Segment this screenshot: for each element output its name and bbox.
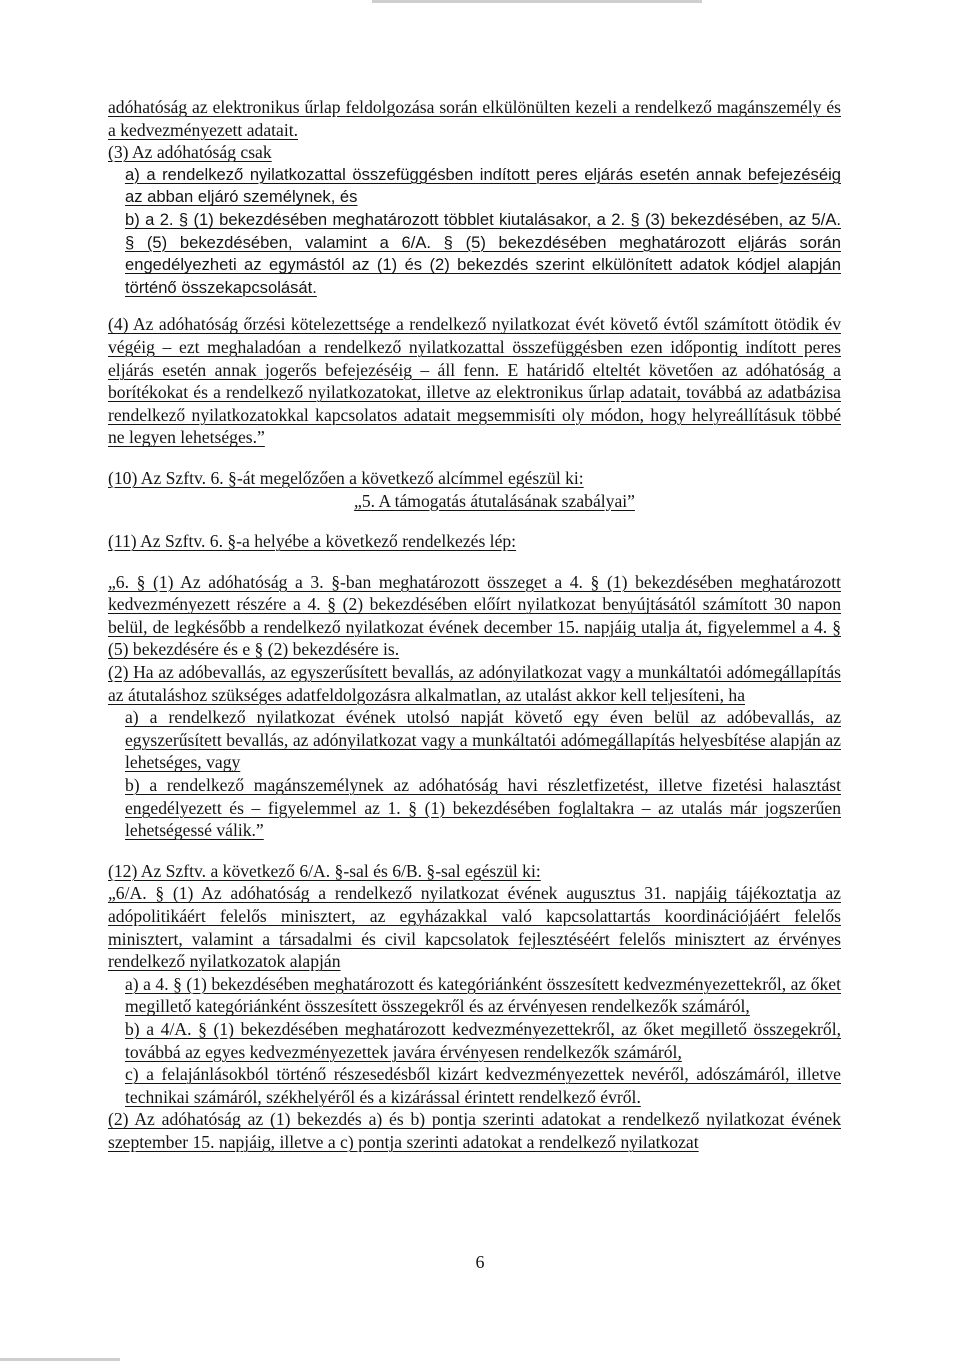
document-body <box>108 96 841 1154</box>
paragraph-4: (4) Az adóhatóság őrzési kötelezettsége a rendelkező nyilatkozat évét követő évtől számított ötödik év végéig – ezt meghaladóan a rendelkező nyilatkozattal összefüggésben ezen időpontig indított peres eljárás esetén annak jogerős befejezéséig – áll fenn. E határidő elteltét követően az adóhatóság a borítékokat és a rendelkező nyilatkozatokat, illetve az elektronikus űrlap adatait, továbbá az adatbázisa rendelkező nyilatkozatokkal kapcsolatos adatait megsemmisíti oly módon, hogy helyreállításuk többé ne legyen lehetséges.” <box>108 314 841 448</box>
point-3a: a) a rendelkező nyilatkozattal összefüggésben indított peres eljárás esetén annak befejezéséig az abban eljáró személynek, és <box>125 164 841 207</box>
point-3b: b) a 2. § (1) bekezdésében meghatározott többlet kiutalásakor, a 2. § (3) bekezdésében, az 5/A. § (5) bekezdésében, valamint a 6/A. § (5) bekezdésében meghatározott eljárás során engedélyezheti az egymástól az (1) és (2) bekezdés szerint elkülönített adatok kódjel alapján történő összekapcsolását. <box>125 209 841 297</box>
paragraph-3-intro: (3) Az adóhatóság csak <box>108 142 272 163</box>
section-6-paragraph-1: „6. § (1) Az adóhatóság a 3. §-ban meghatározott összeget a 4. § (1) bekezdésében meghatározott kedvezményezett részére a 4. § (2) bekezdésében előírt nyilatkozat benyújtásától számított 30 napon belül, de legkésőbb a rendelkező nyilatkozat évének december 15. napjáig utalja át, figyelemmel a 4. § (5) bekezdésére és e § (2) bekezdésére is. <box>108 571 841 660</box>
section-6a-point-b: b) a 4/A. § (1) bekezdésében meghatározott kedvezményezettekről, az őket megillető összegekről, továbbá az egyes kedvezményezettek javára érvényesen rendelkezők számáról, <box>125 1018 841 1062</box>
subtitle-heading: „5. A támogatás átutalásának szabályai” <box>354 490 635 511</box>
amendment-11: (11) Az Szftv. 6. §-a helyébe a következő rendelkezés lép: <box>108 531 517 552</box>
scan-artifact-top <box>372 0 702 3</box>
amendment-10: (10) Az Szftv. 6. §-át megelőzően a következő alcímmel egészül ki: <box>108 467 584 488</box>
section-6a-point-c: c) a felajánlásokból történő részesedésből kizárt kedvezményezettek nevéről, adószámáról, illetve technikai számáról, székhelyéről és a kizárással érintett rendelkező évről. <box>125 1064 841 1107</box>
amendment-12: (12) Az Szftv. a következő 6/A. §-sal és 6/B. §-sal egészül ki: <box>108 860 541 881</box>
section-6-point-a: a) a rendelkező nyilatkozat évének utolsó napját követő egy éven belül az adóbevallás, az egyszerűsített bevallás, az adónyilatkozat vagy a munkáltatói adómegállapítás helyesbítése alapján az lehetséges, vagy <box>125 707 841 773</box>
section-6a-point-a: a) a 4. § (1) bekezdésében meghatározott és kategóriánként összesített kedvezményezettekről, az őket megillető kategóriánként összesített összegekről és az érvényesen rendelkezők számáról, <box>125 973 841 1017</box>
page-number: 6 <box>475 1252 485 1272</box>
section-6-point-b: b) a rendelkező magánszemélynek az adóhatóság havi részletfizetést, illetve fizetési halasztást engedélyezett és – figyelemmel az 1. § (1) bekezdésében foglaltakra – az utalás már jogszerűen lehetségessé válik.” <box>125 775 841 841</box>
section-6a-paragraph-1: „6/A. § (1) Az adóhatóság a rendelkező nyilatkozat évének augusztus 31. napjáig tájékoztatja az adópolitikáért felelős minisztert, az egyházakkal való kapcsolattartás koordinációjáért felelős minisztert, valamint a társadalmi és civil kapcsolatok fejlesztéséért felelős minisztert az érvényes rendelkező nyilatkozatok alapján <box>108 883 841 972</box>
section-6a-paragraph-2: (2) Az adóhatóság az (1) bekezdés a) és b) pontja szerinti adatokat a rendelkező nyilatkozat évének szeptember 15. napjáig, illetve a c) pontja szerinti adatokat a rendelkező nyilatkozat <box>108 1109 841 1152</box>
section-6-paragraph-2: (2) Ha az adóbevallás, az egyszerűsített bevallás, az adónyilatkozat vagy a munkáltatói adómegállapítás az átutaláshoz szükséges adatfeldolgozásra alkalmatlan, az utalást akkor kell teljesíteni, ha <box>108 662 841 705</box>
paragraph-continuation: adóhatóság az elektronikus űrlap feldolgozása során elkülönülten kezeli a rendelkező magánszemély és a kedvezményezett adatait. <box>108 97 841 140</box>
